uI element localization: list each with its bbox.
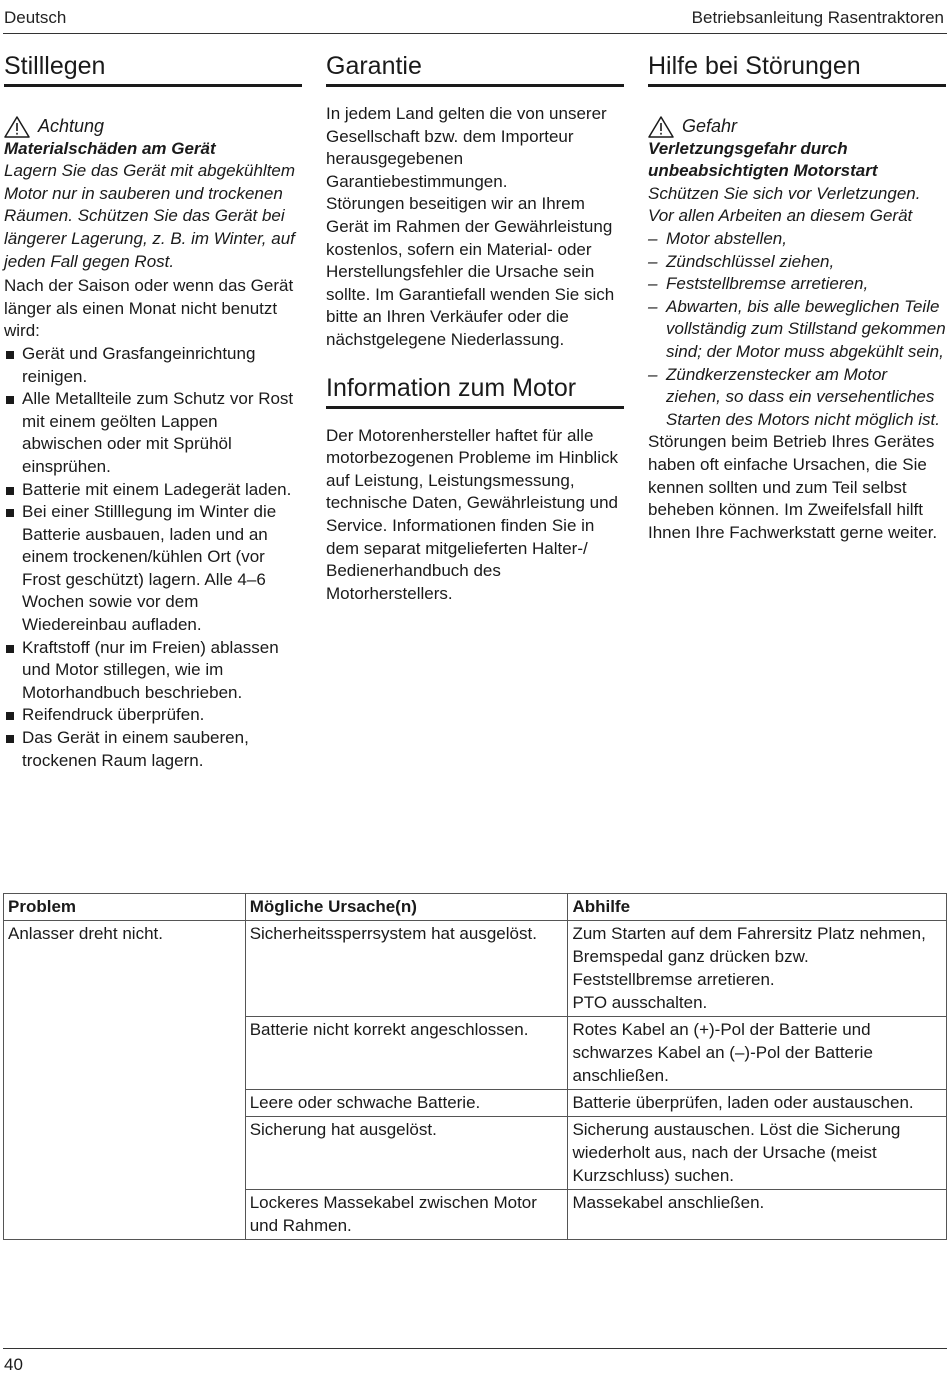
list-item: – Feststellbremse arretieren, [648,273,946,296]
list-item: Bei einer Stilllegung im Winter die Batterie ausbauen, laden und an einem trockenen/kühlen Ort (vor Frost geschützt) lagern. Alle 4–6 Wochen sowie vor dem Wiedereinbau aufladen. [4,501,302,637]
stilllegen-intro: Nach der Saison oder wenn das Gerät länger als einen Monat nicht benutzt wird: [4,276,294,341]
garantie-paragraph-2: Störungen beseitigen wir an Ihrem Gerät im Rahmen der Gewährleistung kostenlos, sofern ein Material- oder Herstellungsfehler die Ursache sein sollte. Im Garantiefall wenden Sie sich bitte an Ihren Verkäufer oder die nächstgelegene Niederlassung. [326,194,615,349]
section-title-garantie: Garantie [326,50,624,87]
danger-text-2: Vor allen Arbeiten an diesem Gerät [648,206,913,226]
list-item: Reifendruck überprüfen. [4,704,302,727]
safety-steps-list [648,228,946,431]
cause-cell: Batterie nicht korrekt angeschlossen. [245,1017,568,1090]
section-title-stilllegen: Stilllegen [4,50,302,87]
stoerungen-paragraph: Störungen beim Betrieb Ihres Gerätes haben oft einfache Ursachen, die Sie kennen sollten und zum Teil selbst beheben können. Im Zweifelsfall hilft Ihnen Ihre Fachwerkstatt gerne weiter. [648,432,938,542]
list-item: Gerät und Grasfangeinrichtung reinigen. [4,343,302,388]
list-item: – Zündschlüssel ziehen, [648,251,946,274]
table-header-row [4,894,947,921]
footer-rule [3,1348,947,1349]
warning-triangle-icon [648,116,674,138]
cause-cell: Sicherheitssperrsystem hat ausgelöst. [245,921,568,1017]
page-number: 40 [4,1355,23,1374]
danger-text-1: Schützen Sie sich vor Verletzungen. [648,183,921,203]
list-item: – Zündkerzenstecker am Motor ziehen, so dass ein versehentliches Starten des Motors nicht möglich ist. [648,364,946,432]
danger-heading [648,115,946,138]
header-rule [3,33,947,34]
header-language: Deutsch [4,8,67,27]
list-item: Batterie mit einem Ladegerät laden. [4,479,302,502]
remedy-cell: Zum Starten auf dem Fahrersitz Platz nehmen, Bremspedal ganz drücken bzw. Feststellbremse arretieren. PTO ausschalten. [568,921,947,1017]
warning-triangle-icon [4,116,30,138]
section-title-stoerungen: Hilfe bei Störungen [648,50,946,87]
problem-cell: Anlasser dreht nicht. [4,921,246,1240]
column-stoerungen [648,50,946,544]
column-header-cause: Mögliche Ursache(n) [245,894,568,921]
remedy-cell: Massekabel anschließen. [568,1190,947,1240]
list-item: – Motor abstellen, [648,228,946,251]
table-row [4,921,947,1017]
stilllegen-list [4,343,302,772]
caution-text: Lagern Sie das Gerät mit abgekühltem Motor nur in sauberen und trockenen Räumen. Schützen Sie das Gerät bei längerer Lagerung, z. B. im Winter, auf jeden Fall gegen Rost. [4,161,296,271]
header-doc-title: Betriebsanleitung Rasentraktoren [691,8,944,27]
caution-heading [4,115,302,138]
caution-title: Materialschäden am Gerät [4,138,216,158]
cause-cell: Leere oder schwache Batterie. [245,1090,568,1117]
section-title-motor: Information zum Motor [326,372,624,409]
danger-title: Verletzungsgefahr durch unbeabsichtigten Motorstart [648,138,878,181]
column-header-remedy: Abhilfe [568,894,947,921]
garantie-paragraph-1: In jedem Land gelten die von unserer Gesellschaft bzw. dem Importeur herausgegebenen Garantiebestimmungen. [326,104,607,191]
list-item: Das Gerät in einem sauberen, trockenen Raum lagern. [4,727,302,772]
remedy-cell: Rotes Kabel an (+)-Pol der Batterie und schwarzes Kabel an (–)-Pol der Batterie anschließen. [568,1017,947,1090]
troubleshooting-table [3,893,947,1240]
danger-label: Gefahr [682,116,738,136]
column-stilllegen [4,50,302,772]
list-item: Kraftstoff (nur im Freien) ablassen und Motor stillegen, wie im Motorhandbuch beschrieben. [4,637,302,705]
list-item: Alle Metallteile zum Schutz vor Rost mit einem geölten Lappen abwischen oder mit Sprühöl einsprühen. [4,388,302,478]
cause-cell: Lockeres Massekabel zwischen Motor und Rahmen. [245,1190,568,1240]
column-header-problem: Problem [4,894,246,921]
motor-paragraph: Der Motorenhersteller haftet für alle motorbezogenen Probleme im Hinblick auf Leistung, Leistungsmessung, technische Daten, Gewährleistung und Service. Informationen finden Sie in dem separat mitgelieferten Halter-/ Bedienerhandbuch des Motorherstellers. [326,425,619,603]
remedy-cell: Batterie überprüfen, laden oder austauschen. [568,1090,947,1117]
caution-label: Achtung [38,116,105,136]
remedy-cell: Sicherung austauschen. Löst die Sicherung wiederholt aus, nach der Ursache (meist Kurzschluss) suchen. [568,1117,947,1190]
column-garantie [326,50,624,605]
cause-cell: Sicherung hat ausgelöst. [245,1117,568,1190]
list-item: – Abwarten, bis alle beweglichen Teile vollständig zum Stillstand gekommen sind; der Motor muss abgekühlt sein, [648,296,946,364]
